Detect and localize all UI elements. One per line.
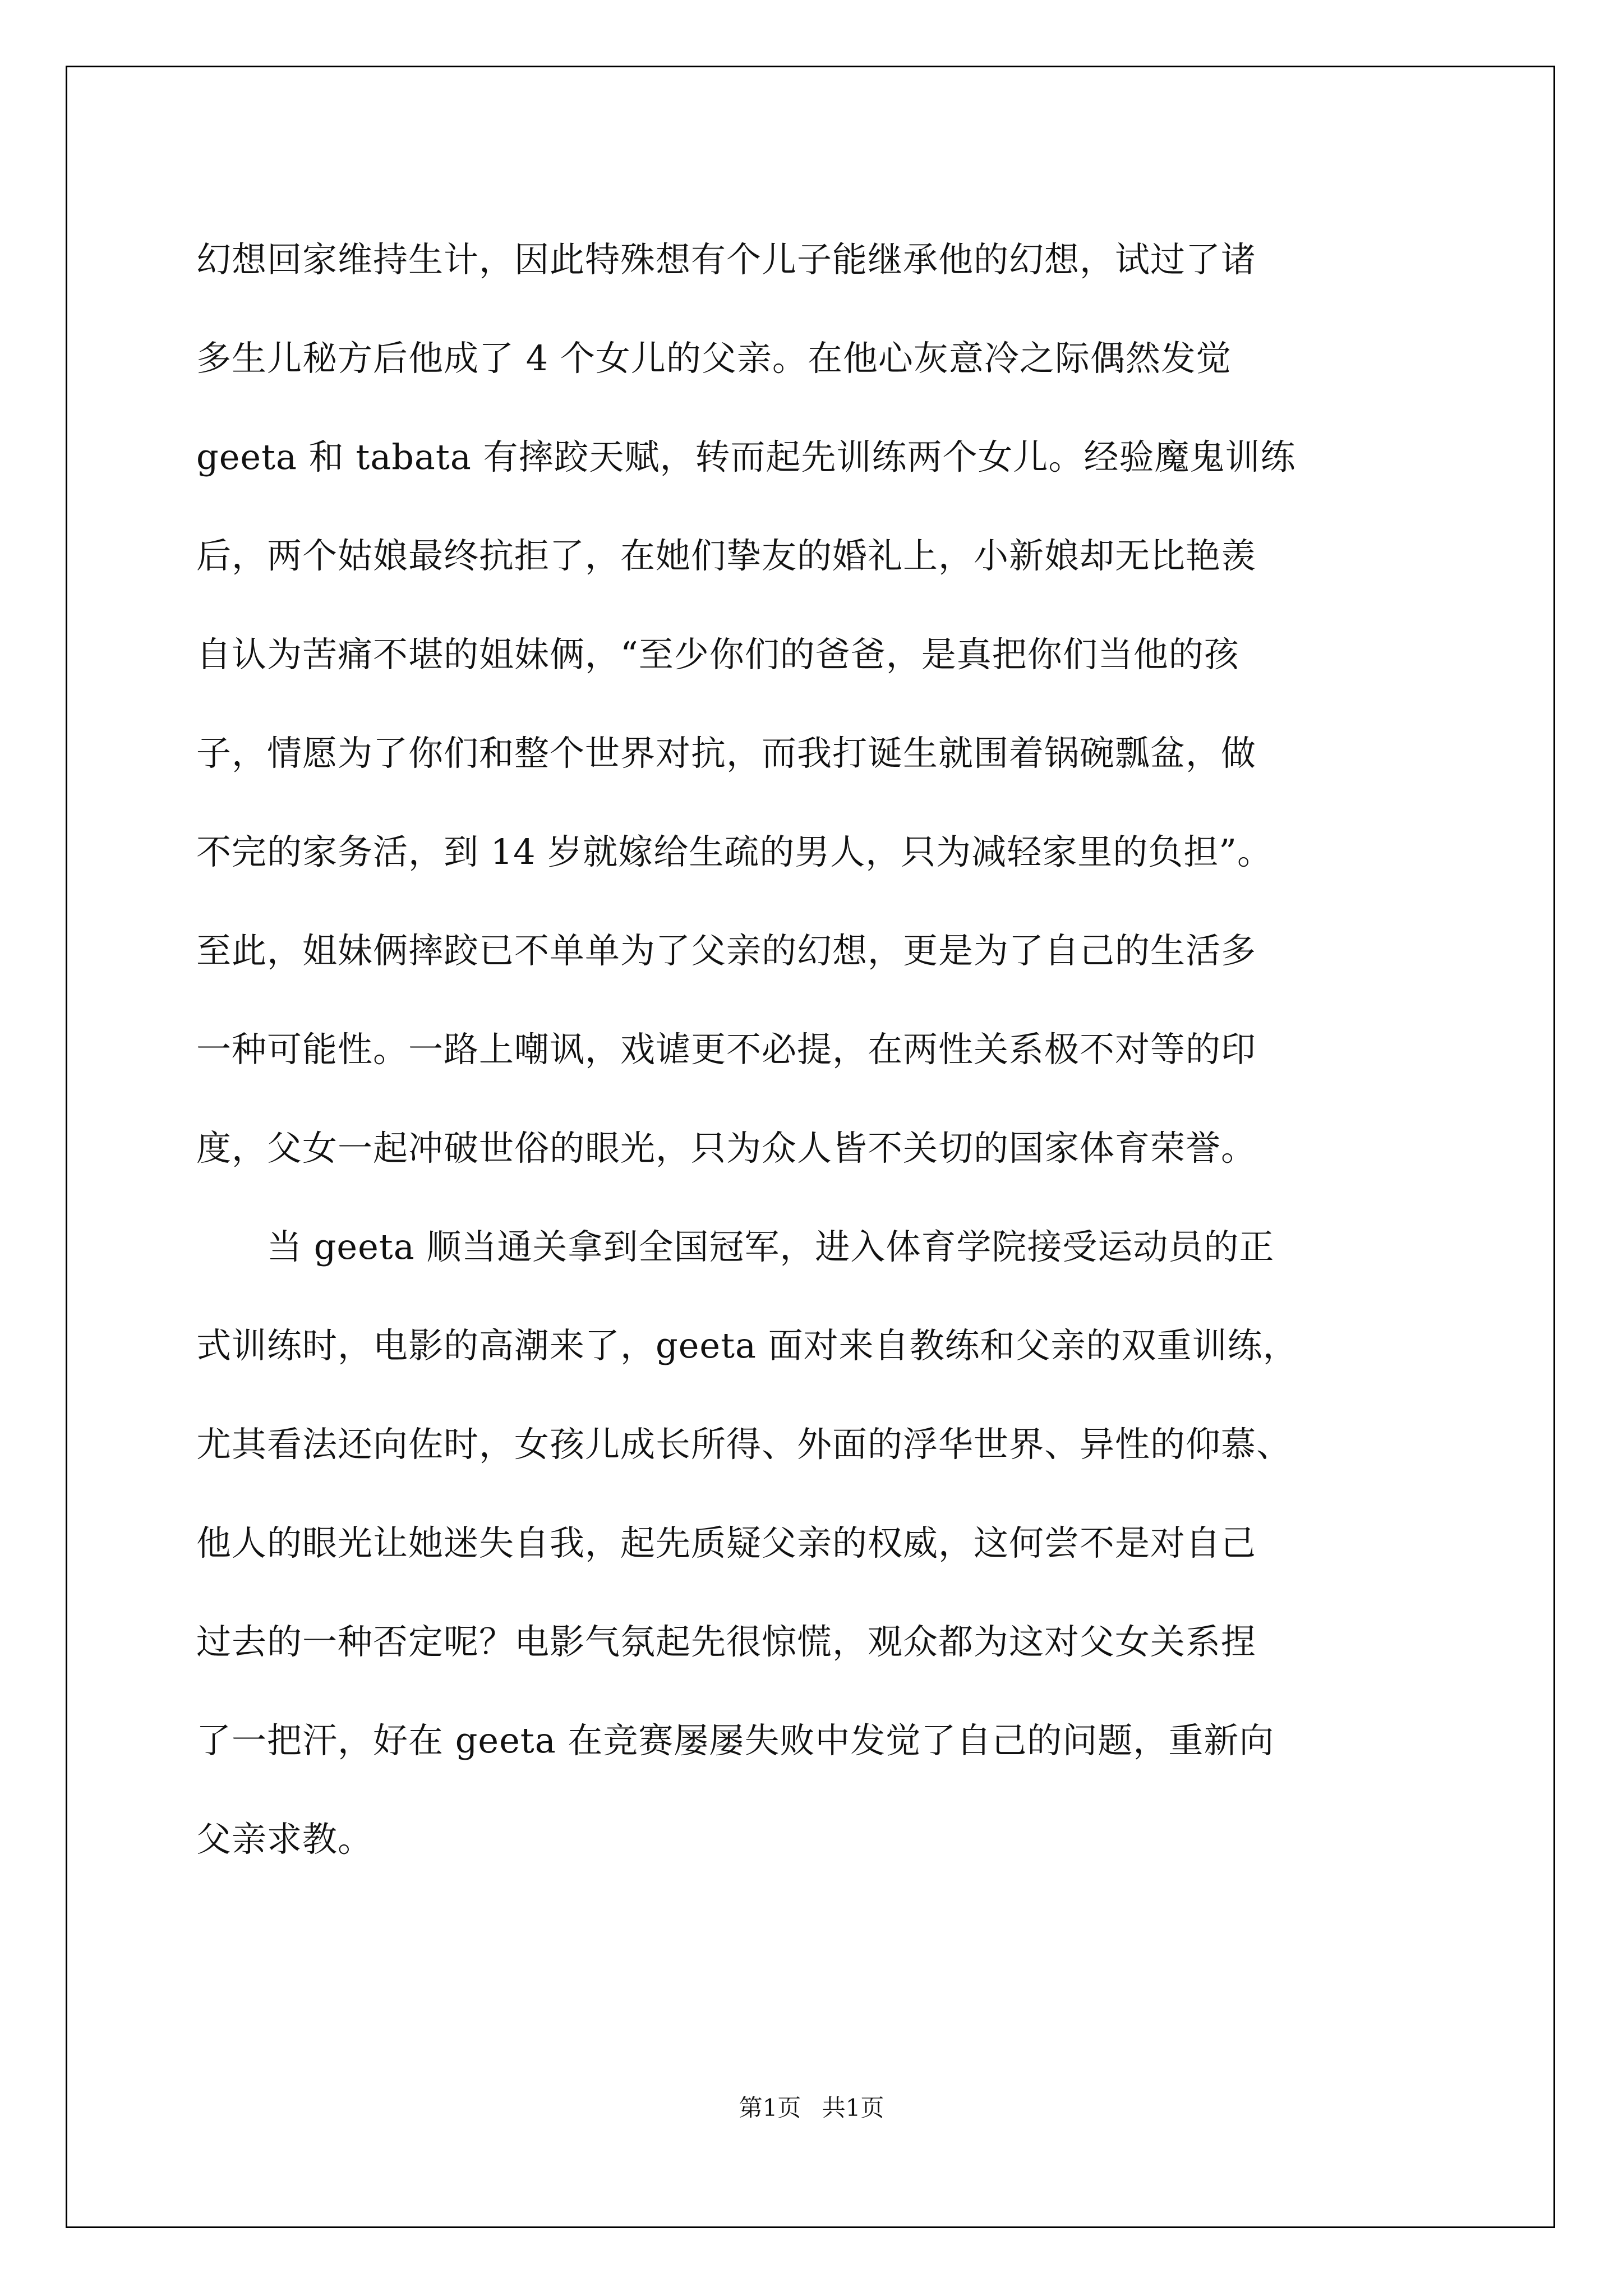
text-line: 自认为苦痛不堪的姐妹俩，“至少你们的爸爸，是真把你们当他的孩: [196, 634, 1239, 675]
text-line: 当 geeta 顺当通关拿到全国冠军，进入体育学院接受运动员的正: [196, 1226, 1275, 1267]
document-body: [196, 210, 1441, 1889]
text-line: geeta 和 tabata 有摔跤天赋，转而起先训练两个女儿。经验魔鬼训练: [196, 436, 1296, 477]
text-line: 式训练时，电影的高潮来了，geeta 面对来自教练和父亲的双重训练，: [196, 1325, 1298, 1366]
text-line: 一种可能性。一路上嘲讽，戏谑更不必提，在两性关系极不对等的印: [196, 1029, 1257, 1070]
text-line: 子，情愿为了你们和整个世界对抗，而我打诞生就围着锅碗瓢盆，做: [196, 733, 1257, 774]
text-line: 后，两个姑娘最终抗拒了，在她们挚友的婚礼上，小新娘却无比艳羡: [196, 535, 1257, 576]
text-line: 过去的一种否定呢？电影气氛起先很惊慌，观众都为这对父女关系捏: [196, 1621, 1257, 1662]
text-line: 不完的家务活，到 14 岁就嫁给生疏的男人，只为减轻家里的负担”。: [196, 831, 1273, 872]
text-line: 多生儿秘方后他成了 4 个女儿的父亲。在他心灰意冷之际偶然发觉: [196, 338, 1232, 379]
page-number: 第1页: [739, 2094, 801, 2122]
text-line: 尤其看法还向佐时，女孩儿成长所得、外面的浮华世界、异性的仰慕、: [196, 1424, 1292, 1465]
text-line: 至此，姐妹俩摔跤已不单单为了父亲的幻想，更是为了自己的生活多: [196, 930, 1257, 971]
text-line: 他人的眼光让她迷失自我，起先质疑父亲的权威，这何尝不是对自己: [196, 1522, 1257, 1563]
text-line: 了一把汗，好在 geeta 在竞赛屡屡失败中发觉了自己的问题，重新向: [196, 1720, 1275, 1761]
text-line: 度，父女一起冲破世俗的眼光，只为众人皆不关切的国家体育荣誉。: [196, 1128, 1257, 1168]
page-footer: [0, 2090, 1623, 2123]
page-total: 共1页: [822, 2094, 884, 2122]
text-line: 父亲求教。: [196, 1819, 374, 1860]
text-line: 幻想回家维持生计，因此特殊想有个儿子能继承他的幻想，试过了诸: [196, 239, 1257, 280]
